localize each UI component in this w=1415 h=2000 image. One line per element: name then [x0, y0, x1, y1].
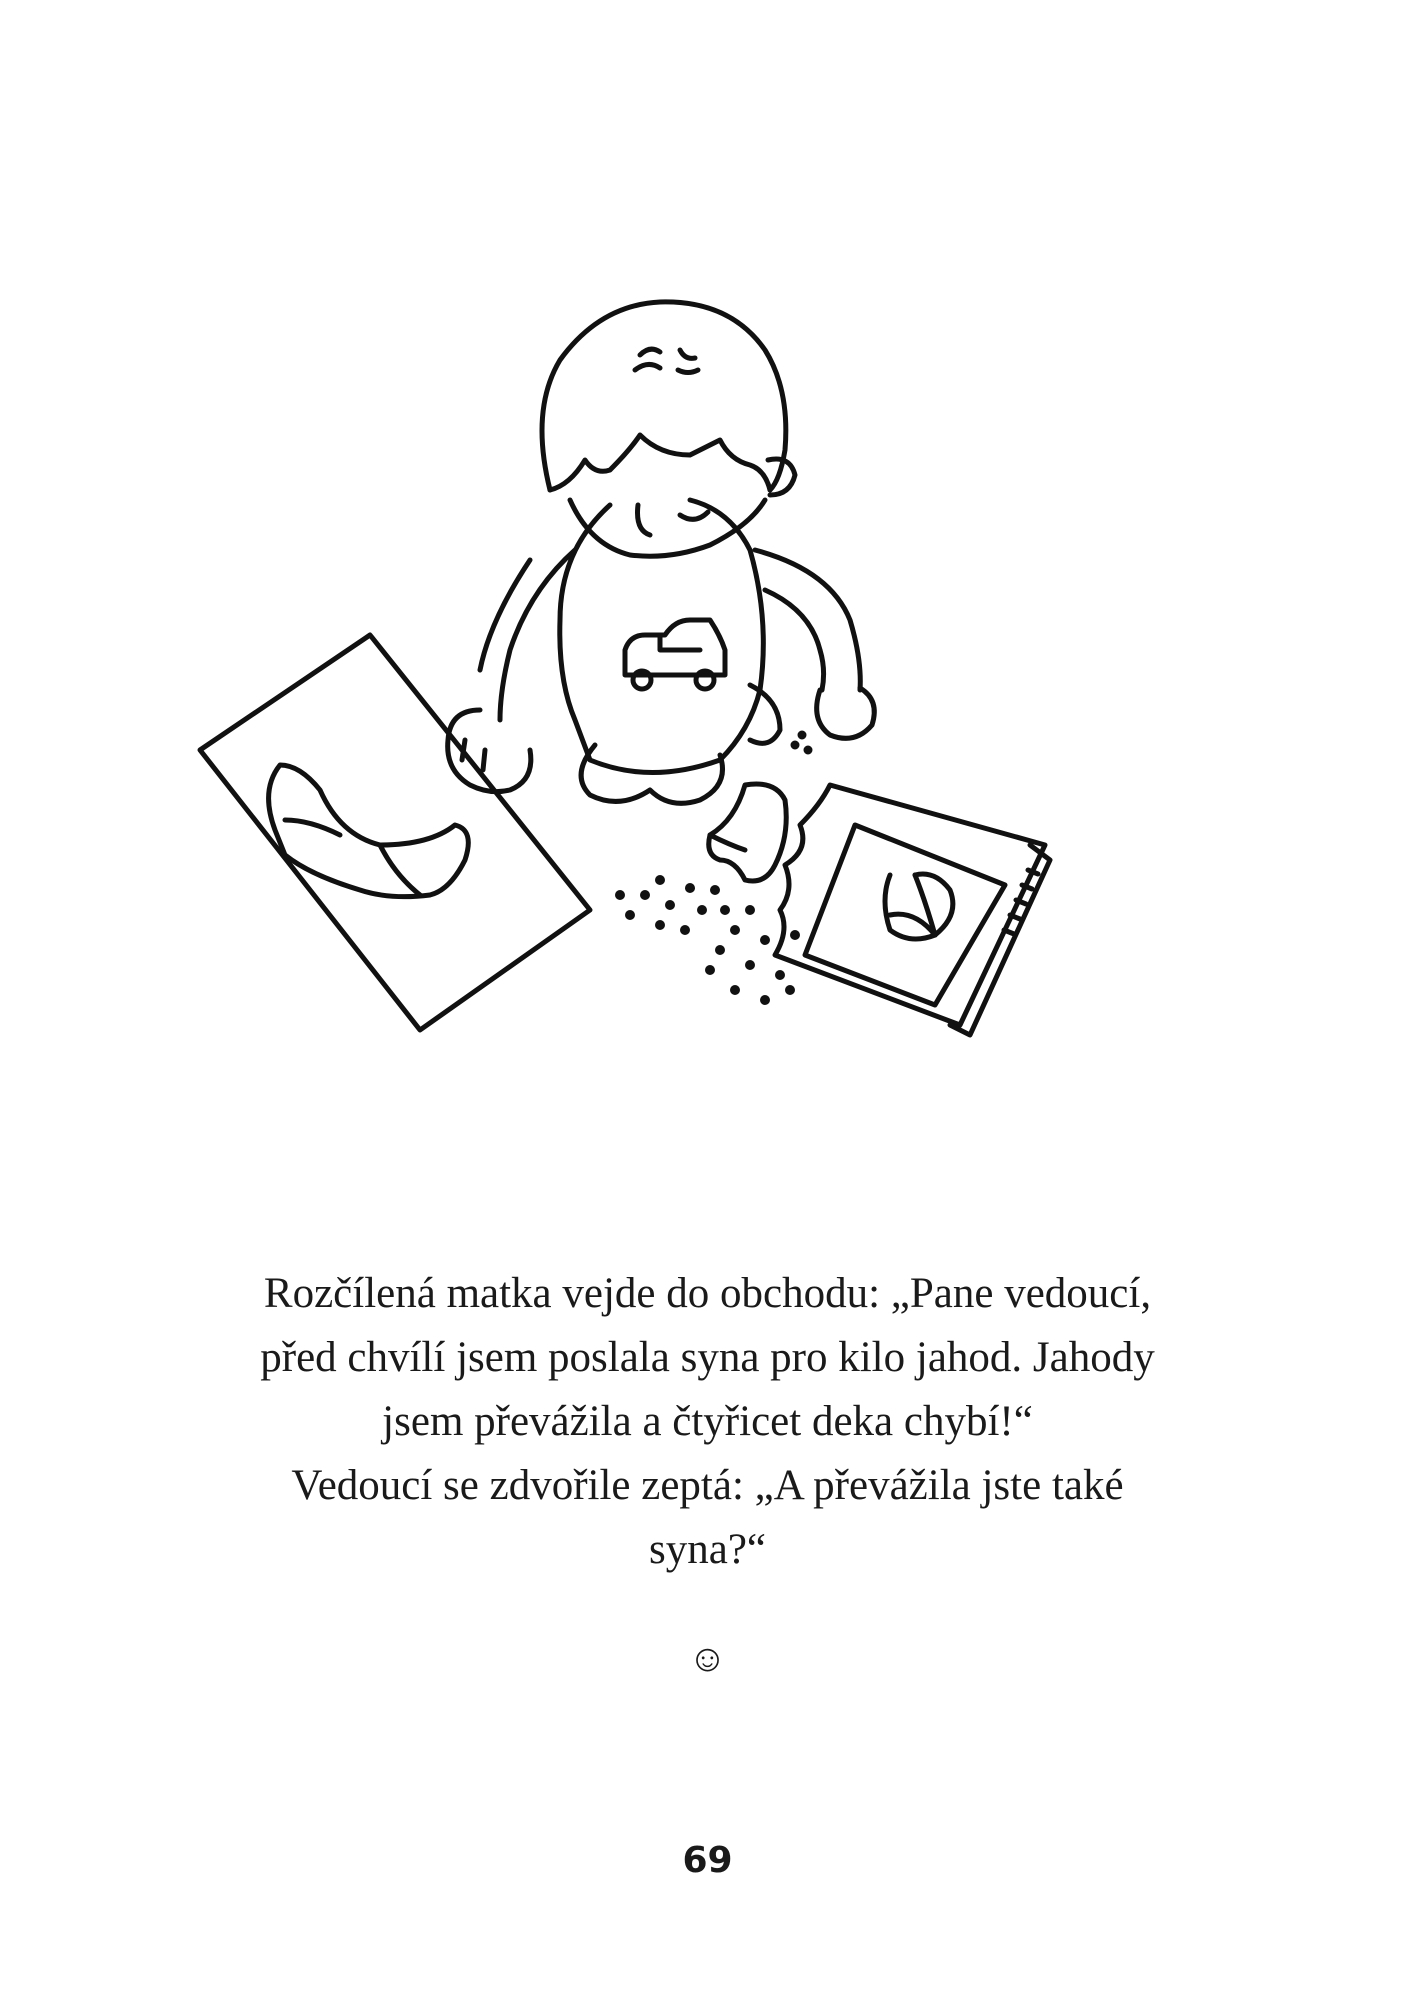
- illustration: [190, 290, 1230, 1050]
- torn-pack-icon: [708, 785, 1051, 1035]
- page-number: 69: [682, 1840, 733, 1881]
- joke-line: Rozčílená matka vejde do obchodu: „Pane vedoucí,: [263, 1270, 1152, 1317]
- boy-icon: [448, 302, 875, 803]
- joke-line: před chvílí jsem poslala syna pro kilo jahod. Jahody: [260, 1334, 1155, 1381]
- joke-line: syna?“: [649, 1526, 766, 1573]
- smiley-icon: ☺: [688, 1638, 727, 1680]
- croissant-piece-icon: [618, 784, 787, 933]
- croissant-card-icon: [200, 635, 590, 1030]
- joke-text: [150, 1262, 1265, 1582]
- joke-line: Vedoucí se zdvořile zeptá: „A převážila jste také: [291, 1462, 1124, 1509]
- joke-line: jsem převážila a čtyřicet deka chybí!“: [382, 1398, 1033, 1445]
